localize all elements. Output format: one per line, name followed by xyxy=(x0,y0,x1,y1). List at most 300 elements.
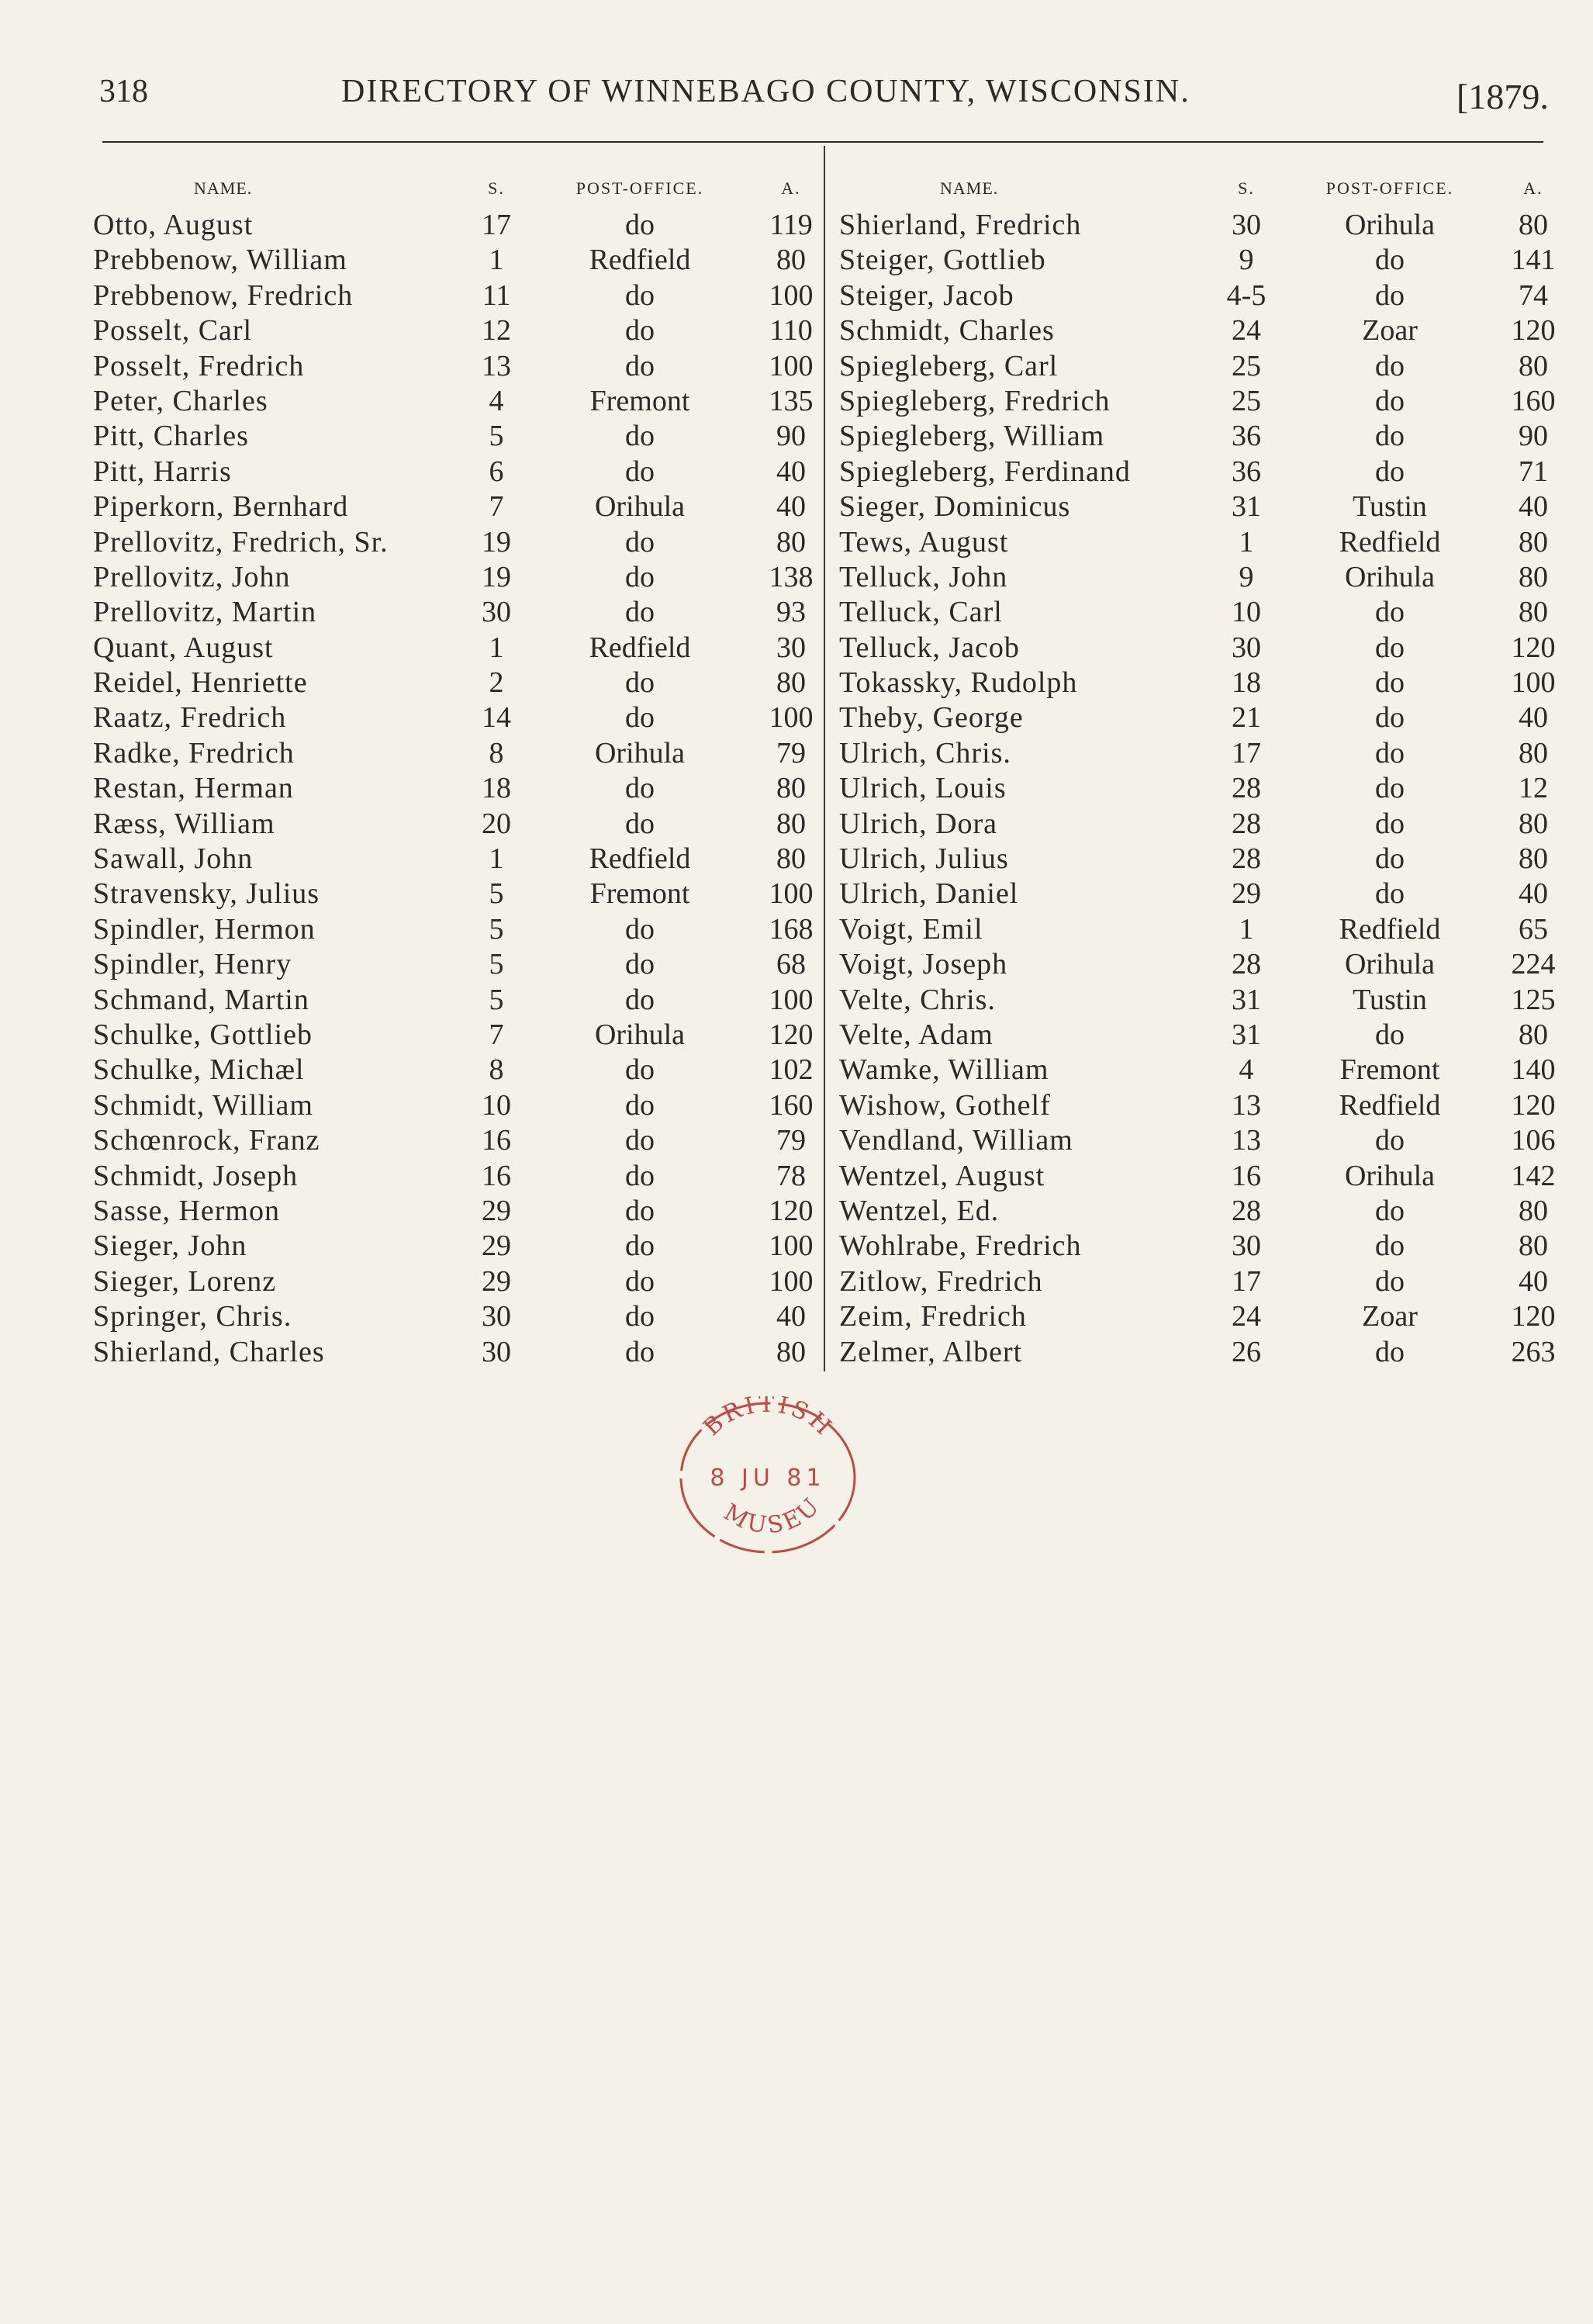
header-name: NAME. xyxy=(194,178,253,198)
acreage: 80 xyxy=(1519,842,1548,876)
acreage: 100 xyxy=(769,349,814,382)
post-office: do xyxy=(1375,877,1405,911)
post-office: do xyxy=(625,666,655,700)
resident-name: Quant, August xyxy=(93,631,274,664)
section-number: 5 xyxy=(489,983,504,1016)
resident-name: Shierland, Fredrich xyxy=(839,209,1082,241)
resident-name: Zeim, Fredrich xyxy=(839,1300,1027,1333)
directory-row xyxy=(93,313,822,348)
acreage: 40 xyxy=(776,1300,806,1333)
directory-row xyxy=(93,1018,822,1053)
acreage: 71 xyxy=(1519,455,1548,488)
resident-name: Ulrich, Julius xyxy=(839,842,1009,876)
directory-row xyxy=(839,771,1560,806)
section-number: 30 xyxy=(482,1335,511,1368)
acreage: 138 xyxy=(769,560,814,593)
post-office: do xyxy=(625,948,655,981)
resident-name: Voigt, Joseph xyxy=(839,948,1008,981)
post-office: do xyxy=(625,983,655,1016)
directory-row xyxy=(839,1299,1560,1334)
post-office: Zoar xyxy=(1362,314,1418,348)
directory-row xyxy=(839,525,1560,560)
directory-row xyxy=(93,1123,822,1158)
directory-row xyxy=(93,384,822,419)
acreage: 80 xyxy=(776,244,806,277)
section-number: 13 xyxy=(482,349,511,382)
section-number: 5 xyxy=(489,420,504,453)
resident-name: Tokassky, Rudolph xyxy=(839,666,1078,700)
header-post-office: POST-OFFICE. xyxy=(575,178,704,198)
acreage: 80 xyxy=(776,807,806,840)
acreage: 106 xyxy=(1511,1124,1556,1157)
post-office: Redfield xyxy=(589,842,691,876)
section-number: 16 xyxy=(482,1124,511,1157)
section-number: 18 xyxy=(1232,666,1261,700)
directory-row xyxy=(839,489,1560,524)
section-number: 25 xyxy=(1232,349,1261,382)
section-number: 18 xyxy=(482,772,511,805)
library-stamp xyxy=(675,1396,861,1559)
acreage: 65 xyxy=(1519,912,1548,946)
section-number: 31 xyxy=(1232,983,1261,1016)
acreage: 40 xyxy=(776,455,806,488)
section-number: 30 xyxy=(1232,209,1261,241)
resident-name: Velte, Chris. xyxy=(839,983,996,1016)
acreage: 90 xyxy=(776,420,806,453)
directory-row xyxy=(839,842,1560,877)
section-number: 10 xyxy=(482,1088,511,1122)
directory-row xyxy=(93,983,822,1018)
post-office: Fremont xyxy=(589,877,690,911)
directory-row xyxy=(93,947,822,982)
resident-name: Zitlow, Fredrich xyxy=(839,1264,1043,1298)
section-number: 5 xyxy=(489,948,504,981)
resident-name: Sasse, Hermon xyxy=(93,1194,280,1227)
right-column xyxy=(839,172,1560,1370)
section-number: 29 xyxy=(1232,877,1261,911)
header-section: S. xyxy=(488,178,505,198)
directory-row xyxy=(93,1088,822,1123)
post-office: do xyxy=(1375,1229,1405,1263)
post-office: do xyxy=(1375,772,1405,805)
directory-row xyxy=(93,349,822,384)
resident-name: Sawall, John xyxy=(93,842,254,876)
page-year: [1879. xyxy=(1457,77,1549,116)
directory-row xyxy=(93,455,822,489)
directory-row xyxy=(839,631,1560,666)
right-column-header xyxy=(839,172,1560,208)
directory-row xyxy=(839,700,1560,735)
resident-name: Spiegleberg, William xyxy=(839,420,1105,453)
post-office: do xyxy=(625,1264,655,1298)
acreage: 80 xyxy=(1519,349,1548,382)
resident-name: Schulke, Michæl xyxy=(93,1053,305,1087)
directory-row xyxy=(839,278,1560,313)
section-number: 4-5 xyxy=(1226,278,1266,312)
resident-name: Wishow, Gothelf xyxy=(839,1088,1051,1122)
post-office: do xyxy=(625,596,655,629)
post-office: Orihula xyxy=(1344,1159,1436,1192)
section-number: 16 xyxy=(1232,1159,1261,1192)
resident-name: Spindler, Henry xyxy=(93,948,292,981)
acreage: 74 xyxy=(1519,278,1548,312)
acreage: 168 xyxy=(769,912,814,946)
left-entry-list xyxy=(93,208,822,1370)
section-number: 36 xyxy=(1232,420,1261,453)
directory-row xyxy=(93,243,822,278)
section-number: 4 xyxy=(1239,1053,1254,1087)
directory-row xyxy=(839,1053,1560,1088)
acreage: 100 xyxy=(769,1229,814,1263)
resident-name: Shierland, Charles xyxy=(93,1335,325,1368)
post-office: do xyxy=(625,420,655,453)
acreage: 80 xyxy=(1519,596,1548,629)
resident-name: Voigt, Emil xyxy=(839,912,983,946)
post-office: do xyxy=(1375,596,1405,629)
post-office: do xyxy=(625,525,655,559)
post-office: Tustin xyxy=(1353,983,1427,1016)
resident-name: Spiegleberg, Ferdinand xyxy=(839,455,1131,488)
section-number: 17 xyxy=(1232,1264,1261,1298)
resident-name: Reidel, Henriette xyxy=(93,666,308,700)
directory-row xyxy=(839,243,1560,278)
acreage: 68 xyxy=(776,948,806,981)
post-office: Tustin xyxy=(1353,490,1427,524)
post-office: do xyxy=(1375,455,1405,488)
acreage: 120 xyxy=(1511,631,1556,664)
post-office: do xyxy=(625,1335,655,1368)
resident-name: Spiegleberg, Carl xyxy=(839,349,1059,382)
page-number: 318 xyxy=(99,74,148,109)
header-acres: A. xyxy=(1523,178,1543,198)
acreage: 120 xyxy=(769,1018,814,1051)
directory-row xyxy=(839,1018,1560,1053)
section-number: 21 xyxy=(1232,701,1261,735)
section-number: 36 xyxy=(1232,455,1261,488)
left-column-header xyxy=(93,172,822,208)
page-title: DIRECTORY OF WINNEBAGO COUNTY, WISCONSIN. xyxy=(341,74,1190,109)
section-number: 30 xyxy=(482,1300,511,1333)
section-number: 28 xyxy=(1232,807,1261,840)
section-number: 10 xyxy=(1232,596,1261,629)
resident-name: Pitt, Charles xyxy=(93,420,249,453)
left-column xyxy=(93,172,822,1370)
acreage: 80 xyxy=(776,842,806,876)
resident-name: Ulrich, Chris. xyxy=(839,736,1011,769)
acreage: 120 xyxy=(769,1194,814,1227)
resident-name: Spindler, Hermon xyxy=(93,912,316,946)
resident-name: Raatz, Fredrich xyxy=(93,701,287,735)
resident-name: Telluck, Jacob xyxy=(839,631,1020,664)
section-number: 29 xyxy=(482,1229,511,1263)
post-office: do xyxy=(1375,384,1405,417)
directory-row xyxy=(839,1088,1560,1123)
section-number: 30 xyxy=(1232,1229,1261,1263)
header-rule xyxy=(102,141,1543,143)
section-number: 31 xyxy=(1232,1018,1261,1051)
directory-row xyxy=(839,349,1560,384)
page-header xyxy=(0,68,1593,123)
acreage: 100 xyxy=(769,701,814,735)
directory-row xyxy=(839,595,1560,630)
post-office: Redfield xyxy=(1339,912,1441,946)
directory-row xyxy=(93,631,822,666)
resident-name: Piperkorn, Bernhard xyxy=(93,490,349,524)
resident-name: Schœnrock, Franz xyxy=(93,1124,320,1157)
resident-name: Steiger, Gottlieb xyxy=(839,244,1046,277)
header-section: S. xyxy=(1238,178,1255,198)
acreage: 80 xyxy=(1519,1229,1548,1263)
directory-row xyxy=(93,912,822,947)
right-entry-list xyxy=(839,208,1560,1370)
directory-row xyxy=(839,419,1560,454)
section-number: 11 xyxy=(482,278,511,312)
directory-row xyxy=(839,666,1560,700)
acreage: 80 xyxy=(1519,1018,1548,1051)
directory-row xyxy=(839,1194,1560,1229)
directory-row xyxy=(93,807,822,842)
section-number: 8 xyxy=(489,736,504,769)
directory-row xyxy=(93,1264,822,1299)
post-office: Zoar xyxy=(1362,1300,1418,1333)
resident-name: Ræss, William xyxy=(93,807,275,840)
directory-row xyxy=(839,947,1560,982)
resident-name: Prellovitz, Fredrich, Sr. xyxy=(93,525,389,559)
directory-row xyxy=(93,1194,822,1229)
section-number: 17 xyxy=(482,209,511,241)
directory-row xyxy=(839,1335,1560,1370)
post-office: do xyxy=(625,1194,655,1227)
directory-row xyxy=(93,208,822,243)
directory-row xyxy=(93,1335,822,1370)
post-office: do xyxy=(1375,666,1405,700)
resident-name: Wentzel, August xyxy=(839,1159,1045,1192)
resident-name: Otto, August xyxy=(93,209,254,241)
post-office: do xyxy=(625,701,655,735)
acreage: 120 xyxy=(1511,1300,1556,1333)
directory-row xyxy=(93,1299,822,1334)
section-number: 1 xyxy=(1239,912,1254,946)
directory-row xyxy=(93,877,822,911)
acreage: 40 xyxy=(776,490,806,524)
post-office: do xyxy=(625,455,655,488)
post-office: do xyxy=(1375,1124,1405,1157)
section-number: 5 xyxy=(489,877,504,911)
directory-row xyxy=(839,912,1560,947)
section-number: 7 xyxy=(489,490,504,524)
section-number: 7 xyxy=(489,1018,504,1051)
directory-row xyxy=(93,666,822,700)
section-number: 13 xyxy=(1232,1088,1261,1122)
post-office: do xyxy=(625,1300,655,1333)
directory-row xyxy=(93,525,822,560)
acreage: 80 xyxy=(776,772,806,805)
directory-row xyxy=(93,419,822,454)
resident-name: Prellovitz, Martin xyxy=(93,596,317,629)
section-number: 28 xyxy=(1232,948,1261,981)
resident-name: Ulrich, Louis xyxy=(839,772,1007,805)
post-office: do xyxy=(1375,1194,1405,1227)
section-number: 9 xyxy=(1239,244,1254,277)
directory-row xyxy=(93,771,822,806)
acreage: 140 xyxy=(1511,1053,1556,1087)
resident-name: Velte, Adam xyxy=(839,1018,993,1051)
resident-name: Ulrich, Dora xyxy=(839,807,998,840)
directory-row xyxy=(93,489,822,524)
resident-name: Prellovitz, John xyxy=(93,560,291,593)
acreage: 12 xyxy=(1519,772,1548,805)
resident-name: Posselt, Carl xyxy=(93,314,253,348)
section-number: 30 xyxy=(1232,631,1261,664)
resident-name: Sieger, Dominicus xyxy=(839,490,1071,524)
acreage: 80 xyxy=(776,1335,806,1368)
acreage: 80 xyxy=(1519,560,1548,593)
post-office: Fremont xyxy=(1339,1053,1440,1087)
acreage: 80 xyxy=(1519,1194,1548,1227)
resident-name: Spiegleberg, Fredrich xyxy=(839,384,1111,417)
post-office: do xyxy=(1375,349,1405,382)
acreage: 80 xyxy=(1519,736,1548,769)
post-office: do xyxy=(625,1229,655,1263)
resident-name: Sieger, Lorenz xyxy=(93,1264,277,1298)
header-acres: A. xyxy=(781,178,801,198)
directory-row xyxy=(839,736,1560,771)
acreage: 80 xyxy=(1519,525,1548,559)
post-office: Orihula xyxy=(1344,209,1436,241)
post-office: Fremont xyxy=(589,384,690,417)
resident-name: Wamke, William xyxy=(839,1053,1049,1087)
acreage: 40 xyxy=(1519,1264,1548,1298)
post-office: do xyxy=(625,349,655,382)
directory-row xyxy=(93,1229,822,1264)
directory-row xyxy=(839,313,1560,348)
post-office: Redfield xyxy=(1339,525,1441,559)
section-number: 30 xyxy=(482,596,511,629)
section-number: 29 xyxy=(482,1264,511,1298)
section-number: 29 xyxy=(482,1194,511,1227)
post-office: do xyxy=(625,912,655,946)
acreage: 120 xyxy=(1511,1088,1556,1122)
post-office: Redfield xyxy=(589,244,691,277)
acreage: 102 xyxy=(769,1053,814,1087)
post-office: do xyxy=(1375,420,1405,453)
directory-row xyxy=(839,983,1560,1018)
resident-name: Telluck, Carl xyxy=(839,596,1003,629)
directory-row xyxy=(839,807,1560,842)
directory-row xyxy=(93,595,822,630)
post-office: do xyxy=(1375,631,1405,664)
post-office: Orihula xyxy=(594,736,686,769)
acreage: 80 xyxy=(1519,807,1548,840)
acreage: 119 xyxy=(769,209,813,241)
directory-row xyxy=(93,560,822,595)
acreage: 100 xyxy=(1511,666,1556,700)
resident-name: Sieger, John xyxy=(93,1229,247,1263)
section-number: 25 xyxy=(1232,384,1261,417)
post-office: Orihula xyxy=(1344,948,1436,981)
acreage: 100 xyxy=(769,877,814,911)
section-number: 1 xyxy=(489,631,504,664)
resident-name: Springer, Chris. xyxy=(93,1300,292,1333)
acreage: 90 xyxy=(1519,420,1548,453)
section-number: 19 xyxy=(482,525,511,559)
acreage: 100 xyxy=(769,983,814,1016)
stamp-date: 8 JU 81 xyxy=(710,1465,826,1492)
header-post-office: POST-OFFICE. xyxy=(1325,178,1454,198)
directory-row xyxy=(93,736,822,771)
post-office: Orihula xyxy=(594,1018,686,1051)
section-number: 5 xyxy=(489,912,504,946)
acreage: 30 xyxy=(776,631,806,664)
acreage: 93 xyxy=(776,596,806,629)
directory-row xyxy=(839,1264,1560,1299)
section-number: 19 xyxy=(482,560,511,593)
acreage: 80 xyxy=(776,525,806,559)
acreage: 135 xyxy=(769,384,814,417)
resident-name: Telluck, John xyxy=(839,560,1008,593)
directory-row xyxy=(839,560,1560,595)
acreage: 79 xyxy=(776,1124,806,1157)
section-number: 12 xyxy=(482,314,511,348)
acreage: 40 xyxy=(1519,877,1548,911)
post-office: do xyxy=(625,1159,655,1192)
post-office: do xyxy=(625,772,655,805)
post-office: do xyxy=(625,278,655,312)
post-office: do xyxy=(1375,244,1405,277)
resident-name: Wohlrabe, Fredrich xyxy=(839,1229,1082,1263)
svg-text:BRITISH xyxy=(698,1396,838,1443)
section-number: 24 xyxy=(1232,1300,1261,1333)
post-office: Orihula xyxy=(594,490,686,524)
section-number: 1 xyxy=(1239,525,1254,559)
acreage: 142 xyxy=(1511,1159,1556,1192)
directory-row xyxy=(839,384,1560,419)
resident-name: Prebbenow, Fredrich xyxy=(93,278,354,312)
section-number: 28 xyxy=(1232,1194,1261,1227)
post-office: do xyxy=(1375,1264,1405,1298)
acreage: 78 xyxy=(776,1159,806,1192)
stamp-top-text: BRITISH xyxy=(698,1396,839,1443)
resident-name: Prebbenow, William xyxy=(93,244,347,277)
resident-name: Zelmer, Albert xyxy=(839,1335,1023,1368)
directory-row xyxy=(93,1159,822,1194)
resident-name: Wentzel, Ed. xyxy=(839,1194,1000,1227)
resident-name: Ulrich, Daniel xyxy=(839,877,1019,911)
directory-row xyxy=(93,700,822,735)
resident-name: Tews, August xyxy=(839,525,1009,559)
section-number: 1 xyxy=(489,842,504,876)
directory-row xyxy=(93,1053,822,1088)
directory-row xyxy=(839,455,1560,489)
section-number: 13 xyxy=(1232,1124,1261,1157)
section-number: 24 xyxy=(1232,314,1261,348)
section-number: 9 xyxy=(1239,560,1254,593)
acreage: 40 xyxy=(1519,490,1548,524)
section-number: 16 xyxy=(482,1159,511,1192)
resident-name: Schmidt, Charles xyxy=(839,314,1055,348)
section-number: 28 xyxy=(1232,842,1261,876)
header-name: NAME. xyxy=(940,178,999,198)
post-office: do xyxy=(625,807,655,840)
resident-name: Schmidt, Joseph xyxy=(93,1159,299,1192)
resident-name: Vendland, William xyxy=(839,1124,1073,1157)
resident-name: Restan, Herman xyxy=(93,772,294,805)
resident-name: Peter, Charles xyxy=(93,384,268,417)
post-office: do xyxy=(1375,807,1405,840)
post-office: do xyxy=(1375,278,1405,312)
stamp-bottom-text: MUSEU xyxy=(719,1491,828,1540)
acreage: 224 xyxy=(1511,948,1556,981)
